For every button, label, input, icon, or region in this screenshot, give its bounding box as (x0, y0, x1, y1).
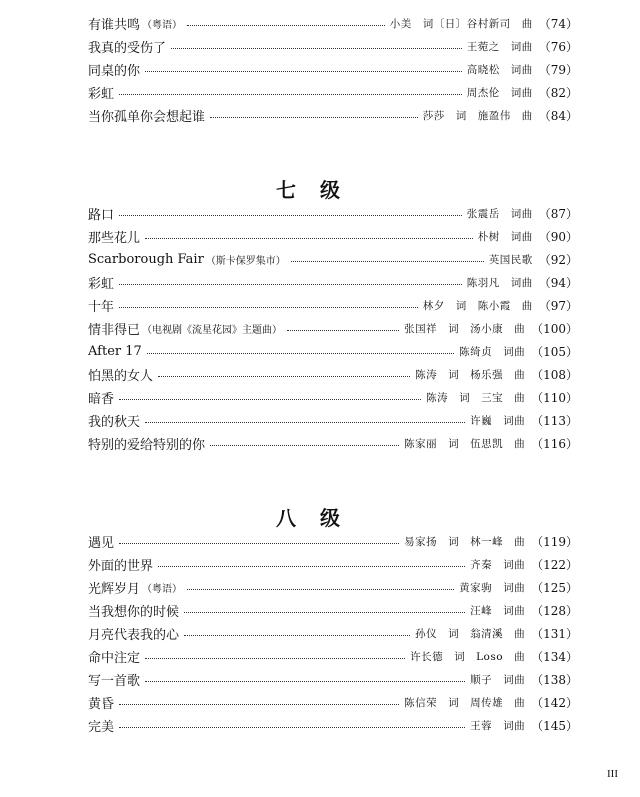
song-subtitle: （斯卡保罗集市） (205, 256, 286, 267)
page-number: （84） (538, 109, 578, 123)
song-subtitle: （电视剧《流星花园》主题曲） (142, 325, 283, 336)
dot-leader (119, 307, 418, 308)
toc-entry[interactable] (88, 104, 578, 127)
page-number: （97） (538, 299, 578, 313)
dot-leader (119, 94, 462, 95)
song-credits: 莎莎 词 施盈伟 曲 (422, 110, 533, 122)
song-title: 彩虹 (88, 277, 115, 292)
song-title: 十年 (88, 300, 115, 315)
song-credits: 王菀之 词曲 (466, 41, 533, 53)
song-credits: 张震岳 词曲 (466, 208, 533, 220)
dot-leader (158, 566, 465, 567)
dot-leader (119, 284, 462, 285)
toc-section-level-8 (88, 530, 578, 737)
toc-entry[interactable] (88, 202, 578, 225)
song-credits: 许长德 词 Loso 曲 (410, 651, 526, 663)
page-number: （74） (538, 17, 578, 31)
dot-leader (145, 71, 462, 72)
song-title: 怕黑的女人 (88, 369, 154, 384)
song-credits: 小美 词〔日〕谷村新司 曲 (389, 18, 533, 30)
toc-entry[interactable] (88, 363, 578, 386)
song-title: 暗香 (88, 392, 115, 407)
page-number: （131） (531, 627, 578, 641)
toc-entry[interactable] (88, 714, 578, 737)
dot-leader (147, 353, 454, 354)
song-title: 命中注定 (88, 651, 141, 666)
dot-leader (119, 543, 399, 544)
song-title: 外面的世界 (88, 559, 154, 574)
song-title: 完美 (88, 720, 115, 735)
toc-entry[interactable] (88, 691, 578, 714)
song-title: 有谁共鸣 (88, 18, 141, 33)
toc-entry[interactable] (88, 225, 578, 248)
page-number: （90） (538, 230, 578, 244)
toc-entry[interactable] (88, 553, 578, 576)
song-subtitle: （粤语） (142, 20, 183, 31)
page-number: （113） (531, 414, 578, 428)
dot-leader (210, 117, 418, 118)
page-number: （79） (538, 63, 578, 77)
dot-leader (287, 330, 399, 331)
page-number: （142） (531, 696, 578, 710)
dot-leader (119, 215, 462, 216)
song-credits: 陈涛 词 杨乐强 曲 (415, 369, 526, 381)
page-number: （138） (531, 673, 578, 687)
page-number: （100） (531, 322, 578, 336)
song-credits: 张国祥 词 汤小康 曲 (404, 323, 526, 335)
page-number: （134） (531, 650, 578, 664)
song-title: 彩虹 (88, 87, 115, 102)
song-subtitle: （粤语） (142, 584, 183, 595)
page-number: （116） (531, 437, 578, 451)
dot-leader (184, 635, 410, 636)
toc-entry[interactable] (88, 12, 578, 35)
dot-leader (171, 48, 462, 49)
song-title: Scarborough Fair (88, 252, 204, 267)
toc-entry[interactable] (88, 576, 578, 599)
song-credits: 孙仪 词 翁清溪 曲 (415, 628, 526, 640)
song-credits: 陈家丽 词 伍思凯 曲 (404, 438, 526, 450)
song-credits: 陈涛 词 三宝 曲 (426, 392, 526, 404)
toc-entry[interactable] (88, 622, 578, 645)
song-credits: 易家扬 词 林一峰 曲 (404, 536, 526, 548)
song-title: 当我想你的时候 (88, 605, 180, 620)
song-title: 我真的受伤了 (88, 41, 167, 56)
song-title: 月亮代表我的心 (88, 628, 180, 643)
page-number: （125） (531, 581, 578, 595)
toc-entry[interactable] (88, 599, 578, 622)
page-number: （128） (531, 604, 578, 618)
song-credits: 汪峰 词曲 (470, 605, 526, 617)
song-credits: 高晓松 词曲 (466, 64, 533, 76)
song-title: 光辉岁月 (88, 582, 141, 597)
song-credits: 王蓉 词曲 (470, 720, 526, 732)
song-credits: 周杰伦 词曲 (466, 87, 533, 99)
song-credits: 林夕 词 陈小霞 曲 (422, 300, 533, 312)
toc-entry[interactable] (88, 530, 578, 553)
dot-leader (158, 376, 410, 377)
page-number: （119） (531, 535, 578, 549)
song-credits: 许巍 词曲 (470, 415, 526, 427)
toc-entry[interactable] (88, 645, 578, 668)
toc-entry[interactable] (88, 271, 578, 294)
dot-leader (145, 422, 465, 423)
page-folio: III (607, 768, 618, 780)
page-number: （145） (531, 719, 578, 733)
page-number: （92） (538, 253, 578, 267)
song-credits: 英国民歌 (488, 254, 533, 266)
toc-section-level-7 (88, 202, 578, 455)
dot-leader (119, 399, 421, 400)
dot-leader (145, 238, 473, 239)
song-title: 那些花儿 (88, 231, 141, 246)
page-number: （94） (538, 276, 578, 290)
song-credits: 陈信荣 词 周传雄 曲 (404, 697, 526, 709)
page-number: （76） (538, 40, 578, 54)
song-credits: 陈羽凡 词曲 (466, 277, 533, 289)
toc-entry[interactable] (88, 340, 578, 363)
song-credits: 黄家驹 词曲 (459, 582, 526, 594)
dot-leader (119, 704, 399, 705)
song-title: 同桌的你 (88, 64, 141, 79)
song-title: 当你孤单你会想起谁 (88, 110, 206, 125)
dot-leader (187, 25, 385, 26)
song-credits: 齐秦 词曲 (470, 559, 526, 571)
song-title: 我的秋天 (88, 415, 141, 430)
section-heading-level-7: 七级 (276, 178, 364, 202)
song-credits: 顺子 词曲 (470, 674, 526, 686)
toc-entry[interactable] (88, 668, 578, 691)
song-title: After 17 (88, 344, 142, 359)
dot-leader (187, 589, 454, 590)
song-credits: 朴树 词曲 (477, 231, 533, 243)
page-number: （87） (538, 207, 578, 221)
song-title: 遇见 (88, 536, 115, 551)
toc-section-continued (88, 12, 578, 127)
song-credits: 陈绮贞 词曲 (459, 346, 526, 358)
toc-entry[interactable] (88, 248, 578, 271)
dot-leader (145, 658, 405, 659)
song-title: 路口 (88, 208, 115, 223)
dot-leader (184, 612, 465, 613)
toc-entry[interactable] (88, 294, 578, 317)
dot-leader (291, 261, 484, 262)
toc-entry[interactable] (88, 317, 578, 340)
song-title: 情非得已 (88, 323, 141, 338)
toc-entry[interactable] (88, 432, 578, 455)
dot-leader (210, 445, 399, 446)
section-heading-level-8: 八级 (276, 506, 364, 530)
song-title: 特别的爱给特别的你 (88, 438, 206, 453)
page-number: （82） (538, 86, 578, 100)
toc-entry[interactable] (88, 35, 578, 58)
toc-entry[interactable] (88, 81, 578, 104)
page-number: （122） (531, 558, 578, 572)
toc-entry[interactable] (88, 58, 578, 81)
song-title: 写一首歌 (88, 674, 141, 689)
toc-entry[interactable] (88, 386, 578, 409)
page-number: （110） (531, 391, 578, 405)
toc-entry[interactable] (88, 409, 578, 432)
song-title: 黄昏 (88, 697, 115, 712)
dot-leader (145, 681, 465, 682)
page-number: （108） (531, 368, 578, 382)
page-number: （105） (531, 345, 578, 359)
dot-leader (119, 727, 465, 728)
